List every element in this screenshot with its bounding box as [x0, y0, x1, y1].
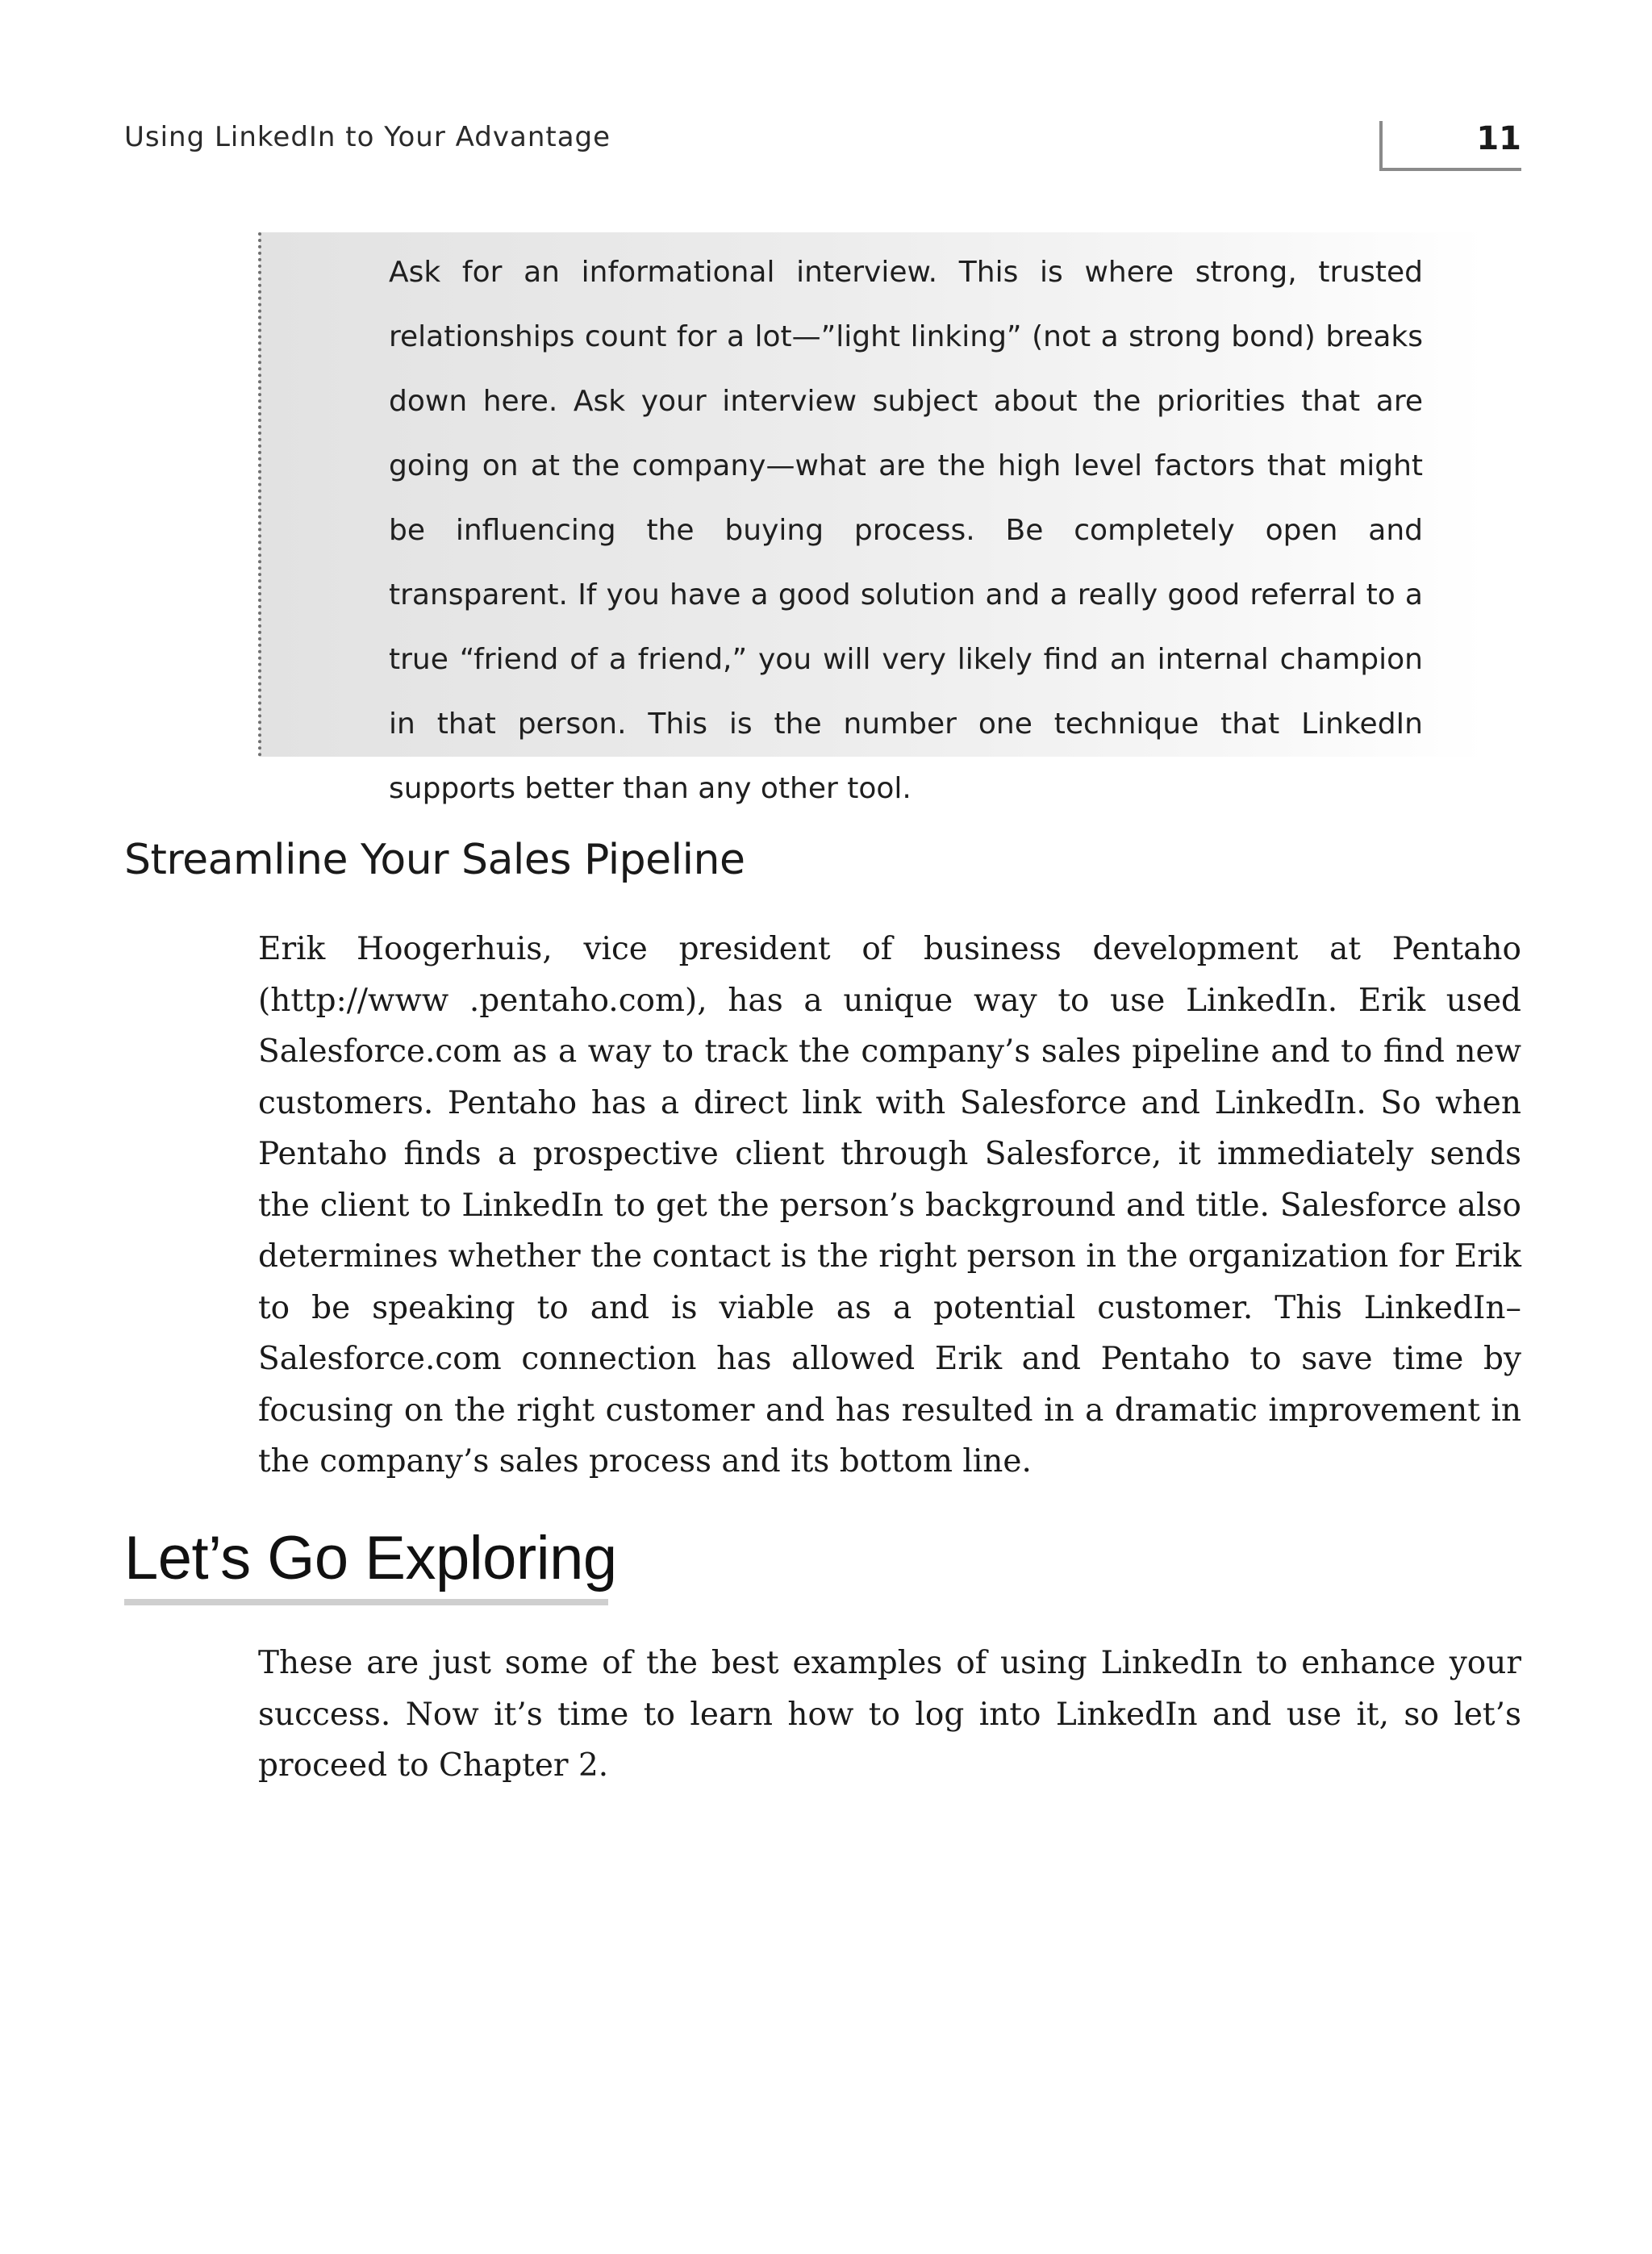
running-head-title: Using LinkedIn to Your Advantage — [124, 121, 611, 153]
page-number-box — [1379, 121, 1521, 171]
body-paragraph-exploring: These are just some of the best examples of using LinkedIn to enhance your success. Now it’s time to learn how to log into LinkedIn and use it, so let’s proceed to Chapter 2. — [258, 1645, 1521, 1784]
section-heading-streamline: Streamline Your Sales Pipeline — [124, 836, 745, 884]
body-paragraph-streamline: Erik Hoogerhuis, vice president of business development at Pentaho (http://www .pentaho.com), has a unique way to use LinkedIn. Erik used Salesforce.com as a way to track the company’s sales pipeline and to find new customers. Pentaho has a direct link with Salesforce and LinkedIn. So when Pentaho finds a prospective client through Salesforce, it immediately sends the client to LinkedIn to get the person’s background and title. Salesforce also determines whether the contact is the right person in the organization for Erik to be speaking to and is viable as a potential customer. This LinkedIn–Salesforce.com connection has allowed Erik and Pentaho to save time by focusing on the right customer and has resulted in a dramatic improvement in the company’s sales process and its bottom line. — [258, 931, 1521, 1480]
sidebar-dotted-rule — [258, 232, 261, 757]
section-heading-exploring: Let’s Go Exploring — [124, 1524, 617, 1592]
sidebar-text: Ask for an informational interview. This is where strong, trusted relationships count for a lot—”light linking” (not a strong bond) breaks down here. Ask your interview subject about the priorities that are going on at the company—what are the high level factors that might be influencing the buying process. Be completely open and transparent. If you have a good solution and a really good referral to a true “friend of a friend,” you will very likely find an internal champion in that person. This is the number one technique that LinkedIn supports better than any other tool. — [389, 256, 1423, 805]
heading-underline — [124, 1599, 608, 1605]
page-number: 11 — [1476, 120, 1521, 157]
